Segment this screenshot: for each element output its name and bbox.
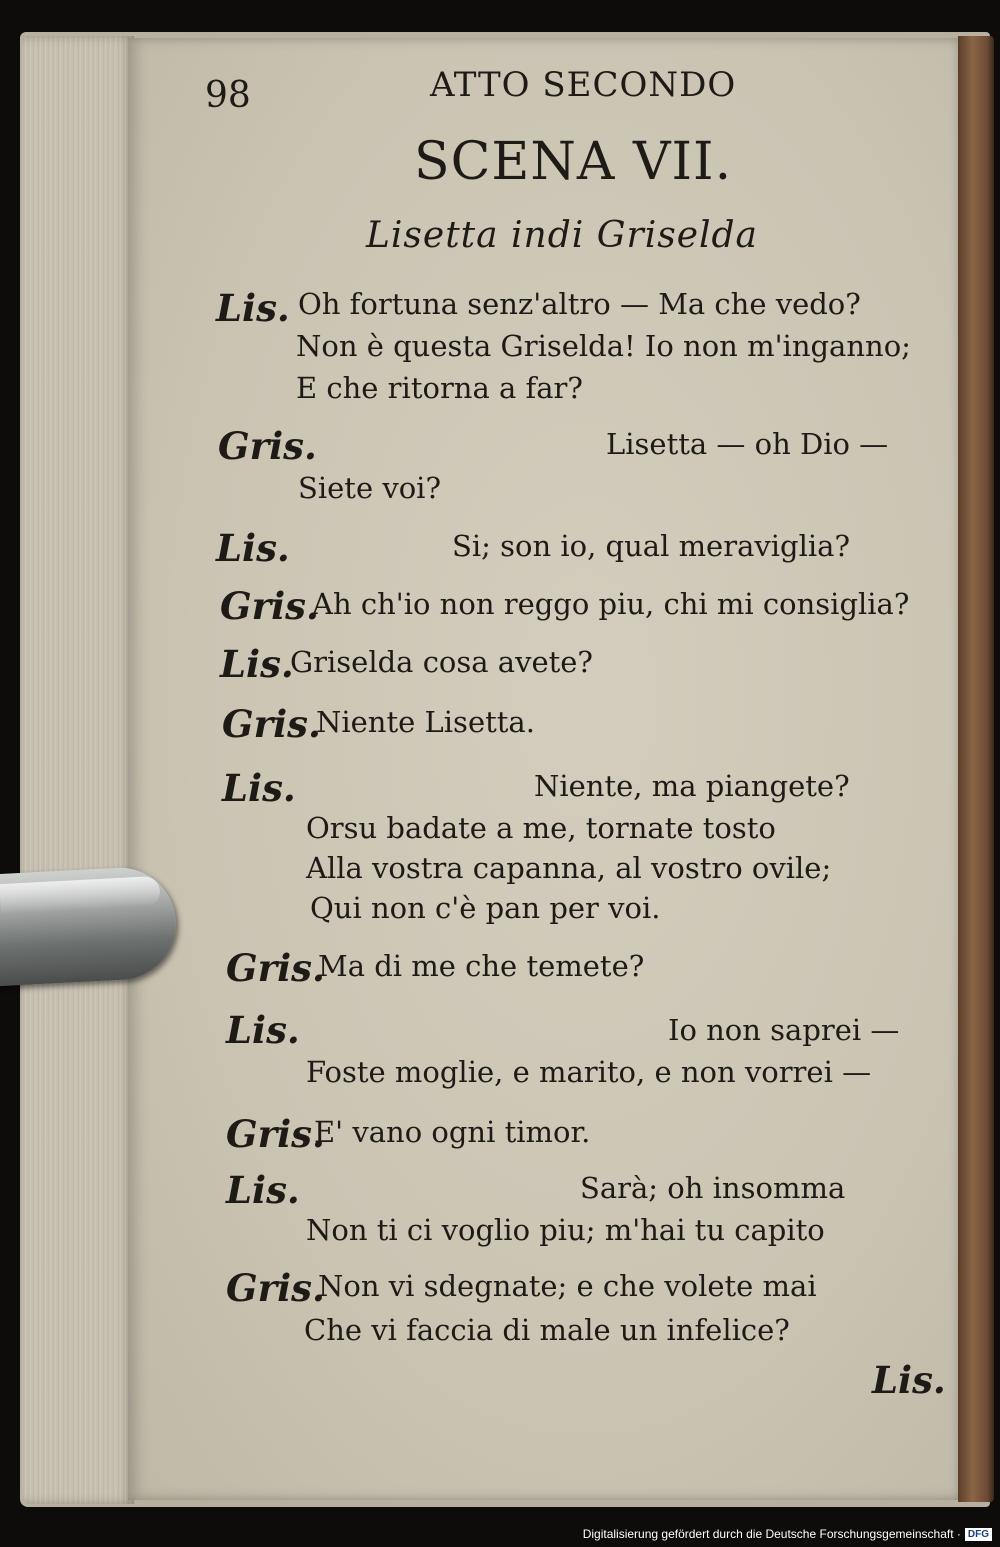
speaker-label: Gris. [220,584,319,628]
dialogue-line: Siete voi? [298,471,442,505]
page-clip [0,866,176,986]
scene-characters: Lisetta indi Griselda [366,215,759,256]
book-cover-edge [958,36,994,1502]
speaker-label: Gris. [226,1266,325,1310]
speaker-label: Lis. [220,642,294,686]
credit-text: Digitalisierung gefördert durch die Deutsche Forschungsgemeinschaft · [582,1527,961,1541]
running-title: ATTO SECONDO [430,65,737,105]
scene-title: SCENA VII. [414,132,733,192]
dialogue-line: E' vano ogni timor. [314,1115,591,1149]
speaker-label: Gris. [226,946,325,990]
dialogue-line: Non ti ci voglio piu; m'hai tu capito [306,1213,825,1247]
dialogue-line: E che ritorna a far? [296,371,583,405]
dialogue-line: Io non saprei — [668,1013,900,1047]
dialogue-line: Orsu badate a me, tornate tosto [306,811,776,845]
dialogue-line: Non vi sdegnate; e che volete mai [318,1269,817,1303]
dialogue-line: Alla vostra capanna, al vostro ovile; [306,851,832,885]
dialogue-line: Griselda cosa avete? [290,645,593,679]
dfg-logo: DFG [965,1528,992,1541]
page-edges [22,36,134,1504]
dialogue-line: Che vi faccia di male un infelice? [304,1313,790,1347]
speaker-label: Lis. [222,766,296,810]
dialogue-line: Sarà; oh insomma [580,1171,846,1205]
dialogue-line: Si; son io, qual meraviglia? [452,529,850,563]
dialogue-line: Qui non c'è pan per voi. [310,891,661,925]
speaker-label: Lis. [216,526,290,570]
page-number: 98 [205,75,251,116]
speaker-label: Gris. [226,1112,325,1156]
dialogue-line: Ma di me che temete? [318,949,645,983]
speaker-label: Lis. [226,1168,300,1212]
speaker-label: Lis. [226,1008,300,1052]
dialogue-line: Niente, ma piangete? [534,769,850,803]
dialogue-line: Niente Lisetta. [316,705,535,739]
dialogue-line: Non è questa Griselda! Io non m'inganno; [296,329,911,363]
dialogue-line: Foste moglie, e marito, e non vorrei — [306,1055,872,1089]
speaker-label: Gris. [218,424,317,468]
dialogue-line: Lisetta — oh Dio — [606,427,889,461]
catchword: Lis. [872,1358,946,1402]
speaker-label: Gris. [222,702,321,746]
dialogue-line: Ah ch'io non reggo piu, chi mi consiglia? [312,587,910,621]
dialogue-line: Oh fortuna senz'altro — Ma che vedo? [298,287,861,321]
digitization-credit [583,1527,992,1541]
speaker-label: Lis. [216,286,290,330]
